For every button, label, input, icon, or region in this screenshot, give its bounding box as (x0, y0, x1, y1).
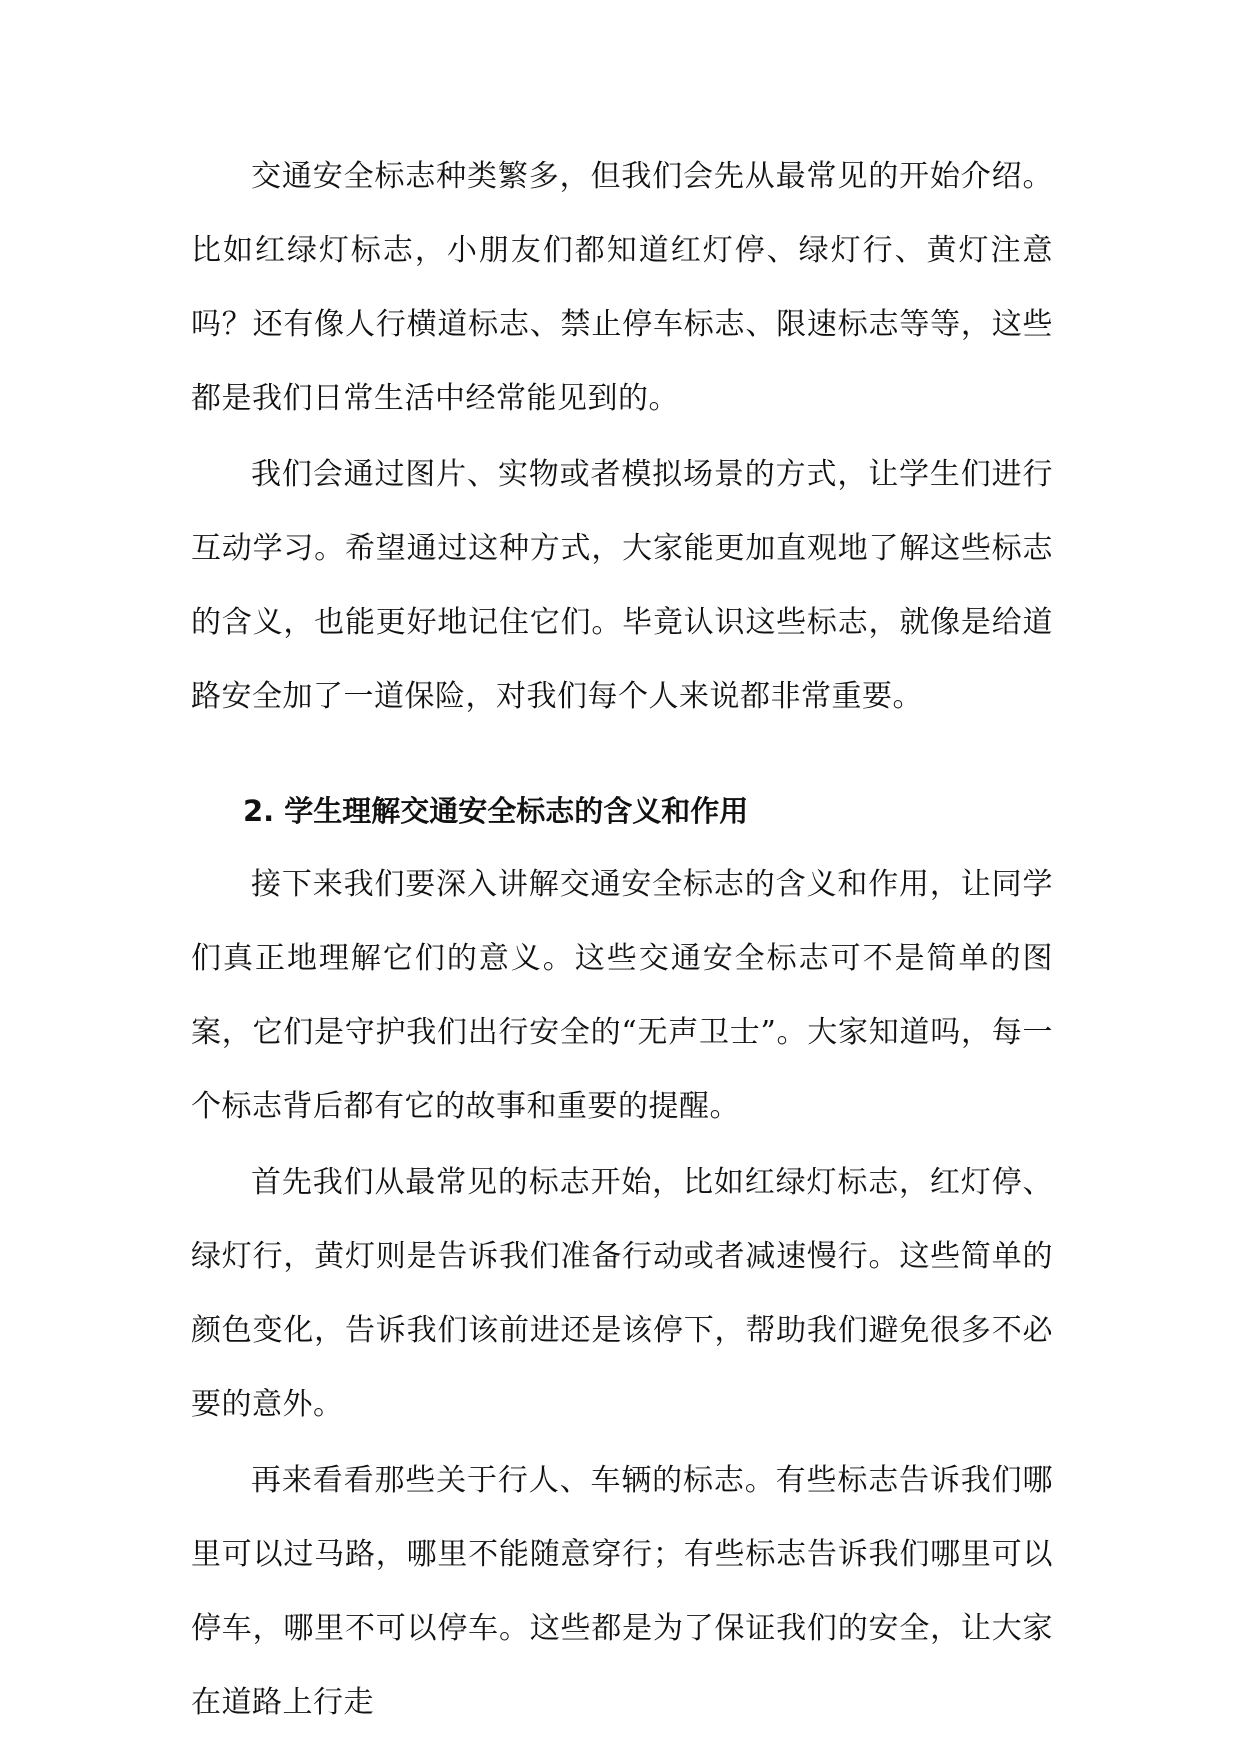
paragraph-sign-types: 交通安全标志种类繁多，但我们会先从最常见的开始介绍。比如红绿灯标志，小朋友们都知道红灯停、绿灯行、黄灯注意吗？还有像人行横道标志、禁止停车标志、限速标志等等，这些都是我们日常生活中经常能见到的。 (191, 159, 1053, 416)
paragraph-interactive-learning: 我们会通过图片、实物或者模拟场景的方式，让学生们进行互动学习。希望通过这种方式，大家能更加直观地了解这些标志的含义，也能更好地记住它们。毕竟认识这些标志，就像是给道路安全加了一道保险，对我们每个人来说都非常重要。 (191, 457, 1053, 714)
paragraph-pedestrian-vehicle-signs: 再来看看那些关于行人、车辆的标志。有些标志告诉我们哪里可以过马路，哪里不能随意穿行；有些标志告诉我们哪里可以停车，哪里不可以停车。这些都是为了保证我们的安全，让大家在道路上行走 (191, 1463, 1053, 1720)
paragraph-traffic-lights: 首先我们从最常见的标志开始，比如红绿灯标志，红灯停、绿灯行，黄灯则是告诉我们准备行动或者减速慢行。这些简单的颜色变化，告诉我们该前进还是该停下，帮助我们避免很多不必要的意外。 (191, 1165, 1053, 1422)
document-body (191, 140, 1053, 1740)
section-heading: 2. 学生理解交通安全标志的含义和作用 (243, 794, 749, 828)
paragraph-meaning-intro: 接下来我们要深入讲解交通安全标志的含义和作用，让同学们真正地理解它们的意义。这些交通安全标志可不是简单的图案，它们是守护我们出行安全的“无声卫士”。大家知道吗，每一个标志背后都有它的故事和重要的提醒。 (191, 867, 1053, 1124)
